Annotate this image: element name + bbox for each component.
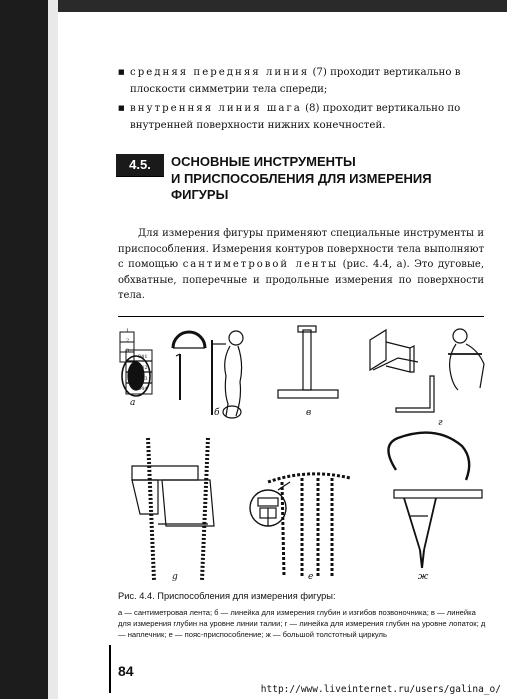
figure-drawing [118,320,488,582]
paragraph-text: Для измерения фигуры применяют специальные инструменты и приспособления. Измерения контуров поверхности тела выполняют с помощью [118,228,484,270]
bullet-text: (7) проходит вертикально в плоскости симметрии тела спереди; [130,67,461,95]
tape-number: 343 [138,376,148,382]
section-number: 4.5. [116,154,164,176]
figure-label-zh: ж [418,572,429,582]
section-title-line: ФИГУРЫ [171,187,229,202]
caliper-drawing [388,433,482,568]
figure-label-d: g [172,572,178,582]
tape-number: 1 [126,328,130,334]
tape-number: 2 [126,338,130,344]
figure-label-v: в [306,408,312,418]
section-rule [116,176,164,177]
figure-4-4 [118,320,488,582]
figure-label-g: г [438,418,443,428]
page-number: 84 [118,663,134,679]
belt-device-drawing [250,474,350,576]
figure-caption: Рис. 4.4. Приспособления для измерения фигуры: [118,591,336,601]
section-title [171,154,471,204]
bullet-item [118,100,484,134]
page-number-bar [109,645,111,693]
bullet-list [118,64,484,136]
bullet-text: (8) проходит вертикально по внутренней поверхности нижних конечностей. [130,103,461,131]
scapula-ruler-drawing [370,329,484,412]
paragraph-text: (рис. 4.4, а). Это дуговые, обхватные, поперечные и продольные измерения по поверхности тела. [118,259,484,301]
figure-legend: а — сантиметровая лента; б — линейка для измерения глубин и изгибов позвоночника; в — линейка для измерения глубин на уровне линии талии; г — линейка для измерения глубин на уровне лопаток; д — наплечник; е — пояс-приспособление; ж — большой толстотный циркуль [118,608,486,639]
tape-number: 341 [138,354,148,360]
scan-edge-strip [48,0,58,699]
bullet-term: средняя передняя линия [130,67,310,78]
scan-edge-left [0,0,48,699]
shoulder-pad-drawing [132,438,214,580]
waist-ruler-drawing [278,326,338,398]
body-paragraph [118,226,484,304]
tape-number: 342 [138,365,148,371]
spine-ruler-drawing [173,331,243,418]
figure-label-b: б [214,408,220,418]
scan-edge-top [0,0,507,12]
source-url: http://www.liveinternet.ru/users/galina_o/ [260,684,501,695]
figure-top-rule [118,316,484,317]
section-title-line: И ПРИСПОСОБЛЕНИЯ ДЛЯ ИЗМЕРЕНИЯ [171,170,432,186]
paragraph-emphasis: сантиметровой ленты [182,259,339,270]
bullet-term: внутренняя линия шага [130,103,302,114]
tape-number: 344 [138,386,148,392]
bullet-item [118,64,484,98]
figure-label-a: а [130,398,136,408]
section-title-line: ОСНОВНЫЕ ИНСТРУМЕНТЫ [171,154,356,169]
tape-number: 3 [126,348,130,354]
figure-label-e: е [308,572,314,582]
